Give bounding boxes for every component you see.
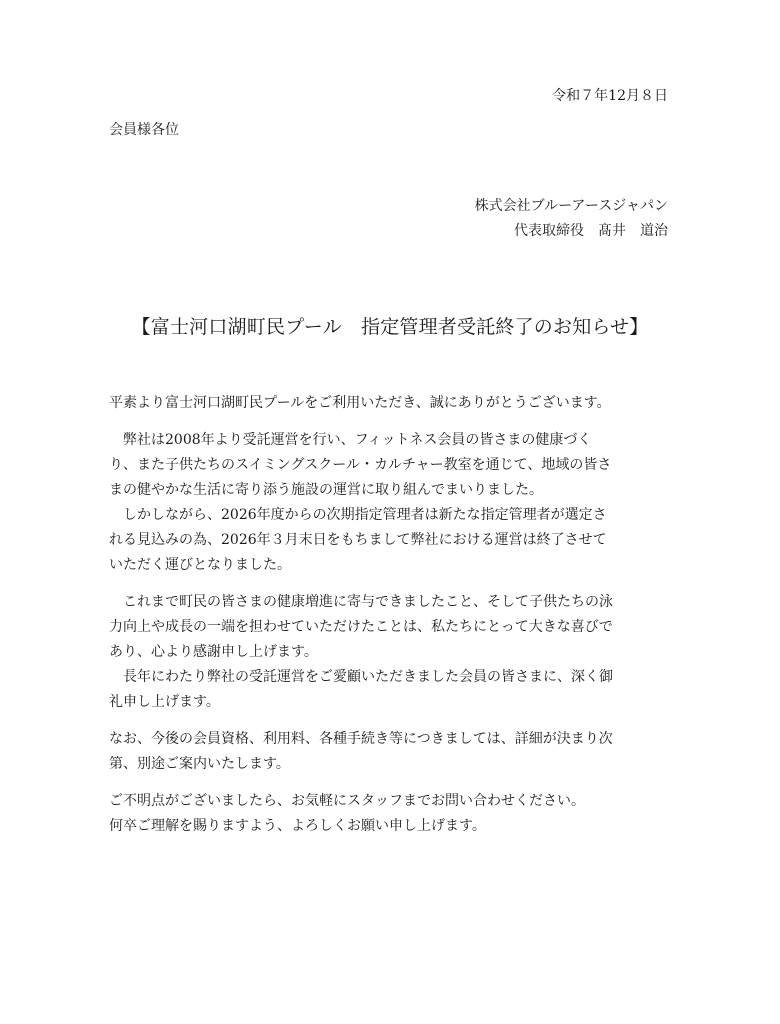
body-line: 平素より富士河口湖町民プールをご利用いただき、誠にありがとうございます。 bbox=[109, 395, 611, 411]
letter-date: 令和７年12月８日 bbox=[552, 88, 668, 104]
body-line: ご不明点がございましたら、お気軽にスタッフまでお問い合わせください。 bbox=[109, 793, 585, 809]
body-line: 何卒ご理解を賜りますよう、よろしくお願い申し上げます。 bbox=[109, 818, 486, 834]
sender-representative: 代表取締役 髙井 道治 bbox=[514, 223, 668, 239]
letter-recipient: 会員様各位 bbox=[109, 122, 179, 138]
sender-company: 株式会社ブルーアースジャパン bbox=[474, 198, 668, 214]
body-line: あり、心より感謝申し上げます。 bbox=[109, 644, 318, 660]
body-line: なお、今後の会員資格、利用料、各種手続き等につきましては、詳細が決まり次 bbox=[109, 731, 613, 747]
paragraph-thanks bbox=[109, 590, 669, 715]
body-line: れる見込みの為、2026年３月末日をもちまして弊社における運営は終了させて bbox=[109, 532, 607, 548]
body-line: しかしながら、2026年度からの次期指定管理者は新たな指定管理者が選定さ bbox=[109, 507, 607, 523]
paragraph-closing bbox=[109, 789, 669, 839]
letter-body bbox=[109, 391, 669, 839]
body-line: 長年にわたり弊社の受託運営をご愛顧いただきました会員の皆さまに、深く御 bbox=[109, 669, 613, 685]
body-line: り、また子供たちのスイミングスクール・カルチャー教室を通じて、地域の皆さ bbox=[109, 457, 612, 473]
paragraph-membership bbox=[109, 727, 669, 777]
paragraph-history bbox=[109, 428, 669, 578]
letter-title: 【富士河口湖町民プール 指定管理者受託終了のお知らせ】 bbox=[131, 316, 649, 338]
body-line: 弊社は2008年より受託運営を行い、フィットネス会員の皆さまの健康づく bbox=[109, 432, 592, 448]
body-line: まの健やかな生活に寄り添う施設の運営に取り組んでまいりました。 bbox=[109, 482, 543, 498]
body-line: 礼申し上げます。 bbox=[109, 694, 220, 710]
body-line: 第、別途ご案内いたします。 bbox=[109, 756, 290, 772]
body-line: いただく運びとなりました。 bbox=[109, 557, 291, 573]
body-line: 力向上や成長の一端を担わせていただけたことは、私たちにとって大きな喜びで bbox=[109, 619, 613, 635]
letter-sender bbox=[475, 194, 668, 244]
paragraph-greeting bbox=[109, 391, 669, 416]
body-line: これまで町民の皆さまの健康増進に寄与できましたこと、そして子供たちの泳 bbox=[109, 594, 613, 610]
